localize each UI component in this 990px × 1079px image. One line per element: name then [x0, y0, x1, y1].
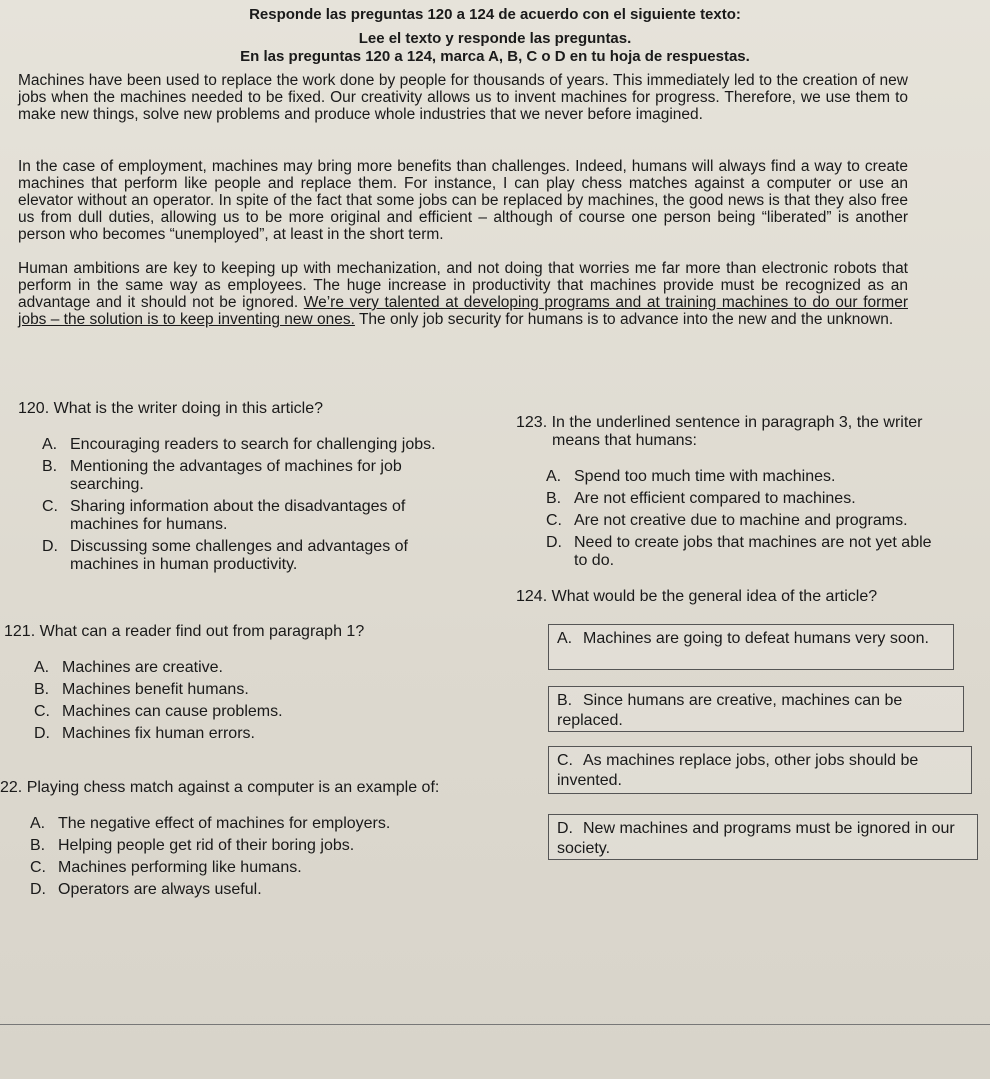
instructions-answer-sheet: En las preguntas 120 a 124, marca A, B, C o D en tu hoja de respuestas.	[240, 48, 750, 65]
option-text: Since humans are creative, machines can be replaced.	[557, 692, 903, 729]
option-a[interactable]: A. Spend too much time with machines.	[546, 468, 836, 485]
q124-option-b[interactable]: B. Since humans are creative, machines can be replaced.	[548, 686, 964, 732]
q124-option-d[interactable]: D. New machines and programs must be ignored in our society.	[548, 814, 978, 860]
question-stem: 124. What would be the general idea of the article?	[516, 588, 878, 605]
question-120	[18, 400, 473, 574]
paragraph-3-text: Human ambitions are key to keeping up with mechanization, and not doing that worries me far more than electronic robots that perform in the same way as employees. The huge increase in productivity that machines provide must be recognized as an advantage and it should not be ignored.	[18, 260, 908, 311]
option-d[interactable]: D. Operators are always useful.	[30, 881, 262, 898]
option-text: New machines and programs must be ignored in our society.	[557, 820, 955, 857]
option-text: As machines replace jobs, other jobs should be invented.	[557, 752, 919, 789]
q124-option-a[interactable]: A. Machines are going to defeat humans very soon.	[548, 624, 954, 670]
option-a[interactable]: A. The negative effect of machines for employers.	[30, 815, 391, 832]
question-stem: 121. What can a reader find out from paragraph 1?	[4, 623, 365, 640]
option-d[interactable]: D. Machines fix human errors.	[34, 725, 255, 742]
option-b[interactable]: B. Are not efficient compared to machines.	[546, 490, 856, 507]
option-a[interactable]: A. Encouraging readers to search for challenging jobs.	[42, 436, 436, 453]
option-c[interactable]: C. Machines can cause problems.	[34, 703, 283, 720]
article-paragraph-1: Machines have been used to replace the work done by people for thousands of years. This immediately led to the creation of new jobs when the machines needed to be fixed. Our creativity allows us to invent machines for progress. Therefore, we use them to make new things, solve new problems and produce whole industries that we never before imagined.	[18, 72, 908, 123]
option-c[interactable]: C. Are not creative due to machine and programs.	[546, 512, 908, 529]
question-stem: 22. Playing chess match against a computer is an example of:	[0, 779, 440, 796]
option-b[interactable]: B. Helping people get rid of their boring jobs.	[30, 837, 355, 854]
question-stem: 120. What is the writer doing in this article?	[18, 400, 324, 417]
instructions-subheading: Lee el texto y responde las preguntas.	[358, 30, 632, 47]
option-c[interactable]: C. Machines performing like humans.	[30, 859, 302, 876]
question-123	[516, 414, 946, 570]
paragraph-3-text-end: The only job security for humans is to advance into the new and the unknown.	[354, 311, 894, 328]
article-paragraph-2: In the case of employment, machines may bring more benefits than challenges. Indeed, humans will always find a way to create machines that perform like people and replace them. For instance, I can play chess matches against a computer or use an elevator without an operator. In spite of the fact that some jobs can be replaced by machines, the good news is that they also free us from dull duties, allowing us to be more original and efficient – although of course one person being “liberated” is another person who becomes “unemployed”, at least in the short term.	[18, 158, 908, 243]
option-d[interactable]: D. Discussing some challenges and advantages of machines in human productivity.	[42, 538, 408, 573]
option-a[interactable]: A. Machines are creative.	[34, 659, 223, 676]
option-b[interactable]: B. Mentioning the advantages of machines for job searching.	[42, 458, 402, 493]
option-d[interactable]: D. Need to create jobs that machines are not yet able to do.	[546, 534, 932, 569]
instructions-heading: Responde las preguntas 120 a 124 de acuerdo con el siguiente texto:	[249, 6, 741, 23]
question-124	[516, 588, 956, 606]
question-121	[4, 623, 474, 743]
question-122	[0, 779, 480, 899]
option-b[interactable]: B. Machines benefit humans.	[34, 681, 249, 698]
bottom-divider	[0, 1024, 990, 1025]
option-text: Machines are going to defeat humans very soon.	[583, 630, 929, 647]
article-paragraph-3	[18, 260, 908, 328]
underlined-sentence: We’re very talented at developing programs and at training machines to do our former jobs – the solution is to keep inventing new ones.	[18, 294, 908, 328]
option-c[interactable]: C. Sharing information about the disadvantages of machines for humans.	[42, 498, 406, 533]
q124-option-c[interactable]: C. As machines replace jobs, other jobs should be invented.	[548, 746, 972, 794]
question-stem: 123. In the underlined sentence in paragraph 3, the writer means that humans:	[516, 414, 923, 449]
